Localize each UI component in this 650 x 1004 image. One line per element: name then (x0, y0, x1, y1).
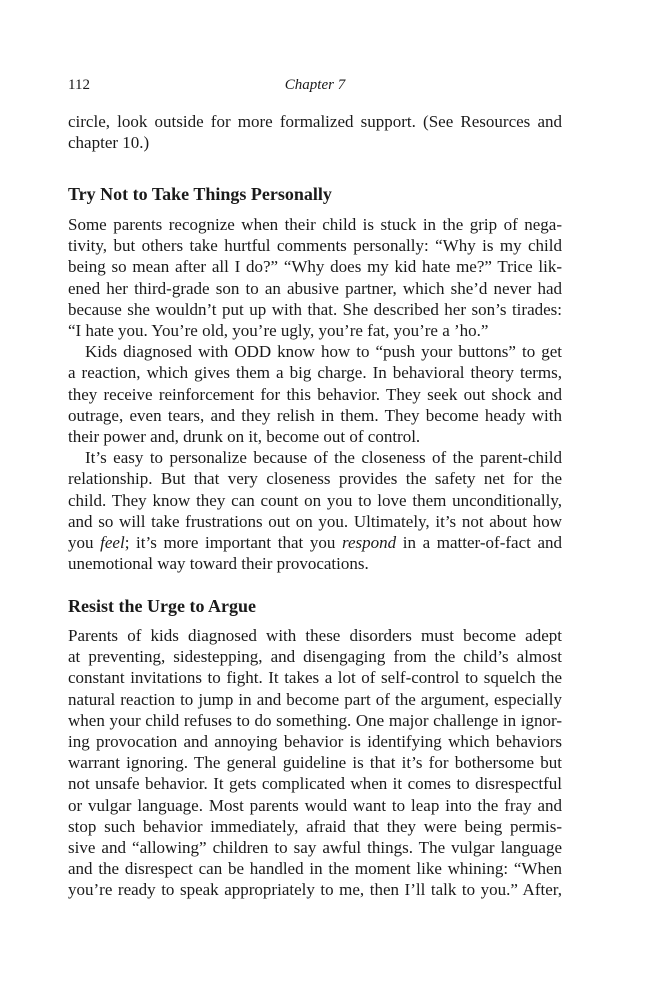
text-run: ; it’s more important that you (124, 533, 342, 553)
text-line: stop such behavior immediately, afraid that they were being permis- (68, 816, 562, 836)
text-line: being so mean after all I do?” “Why does my kid hate me?” Trice lik- (68, 257, 562, 277)
text-line: at preventing, sidestepping, and disengaging from the child’s almost (68, 647, 562, 667)
text-line: chapter 10.) (68, 133, 150, 153)
text-line: unemotional way toward their provocations. (68, 554, 369, 574)
emphasis-feel: feel (100, 533, 125, 553)
text-line: Parents of kids diagnosed with these disorders must become adept (68, 626, 562, 645)
page-number: 112 (68, 77, 90, 93)
section-heading: Try Not to Take Things Personally (68, 184, 332, 204)
text-line: they receive reinforcement for this behavior. They seek out shock and (68, 384, 562, 404)
text-line: or vulgar language. Most parents would want to leap into the fray and (68, 795, 562, 815)
text-line: ing provocation and annoying behavior is identifying which behaviors (68, 732, 562, 752)
text-line: their power and, drunk on it, become out of control. (68, 427, 421, 447)
text-line: Some parents recognize when their child is stuck in the grip of nega- (68, 215, 562, 234)
section-body (68, 214, 562, 574)
emphasis-respond: respond (341, 533, 397, 553)
text-line: and the disrespect can be handled in the moment like whining: “When (68, 859, 562, 879)
text-line: It’s easy to personalize because of the closeness of the parent-child (85, 448, 562, 468)
text-line: constant invitations to fight. It takes a lot of self-control to squelch the (68, 668, 562, 688)
text-line: a reaction, which gives them a big charge. In behavioral theory terms, (68, 363, 562, 383)
chapter-title: Chapter 7 (284, 77, 346, 93)
text-line: child. They know they can count on you to love them unconditionally, (68, 490, 562, 510)
text-line: “I hate you. You’re old, you’re ugly, you’re fat, you’re a ’ho.” (68, 321, 489, 341)
running-head (68, 74, 562, 96)
intro-paragraph (68, 111, 562, 153)
text-line: because she wouldn’t put up with that. She described her son’s tirades: (68, 299, 562, 319)
text-line: warrant ignoring. The general guideline is that it’s for bothersome but (68, 753, 562, 773)
text-line: sive and “allowing” children to say awful things. The vulgar language (68, 838, 562, 858)
text-line: circle, look outside for more formalized support. (See Resources and (68, 112, 562, 131)
text-line: Kids diagnosed with ODD know how to “push your buttons” to get (85, 342, 562, 362)
text-line: ened her third-grade son to an abusive partner, which she’d never had (68, 278, 562, 298)
text-line: when your child refuses to do something. One major challenge in ignor- (68, 710, 562, 730)
text-run: in a matter-of-fact and (396, 533, 563, 553)
text-run: you (68, 533, 101, 553)
text-line: relationship. But that very closeness provides the safety net for the (68, 469, 562, 489)
section-body (68, 625, 562, 901)
text-line (68, 532, 562, 553)
text-line: outrage, even tears, and they relish in them. They become heady with (68, 405, 562, 425)
text-line: not unsafe behavior. It gets complicated when it comes to disrespectful (68, 774, 562, 794)
text-line: tivity, but others take hurtful comments personally: “Why is my child (68, 236, 562, 256)
section-heading: Resist the Urge to Argue (68, 596, 256, 616)
text-line: you’re ready to speak appropriately to me, then I’ll talk to you.” After, (68, 880, 562, 900)
text-line: natural reaction to jump in and become part of the argument, especially (68, 689, 562, 709)
text-line: and so will take frustrations out on you. Ultimately, it’s not about how (68, 511, 562, 531)
